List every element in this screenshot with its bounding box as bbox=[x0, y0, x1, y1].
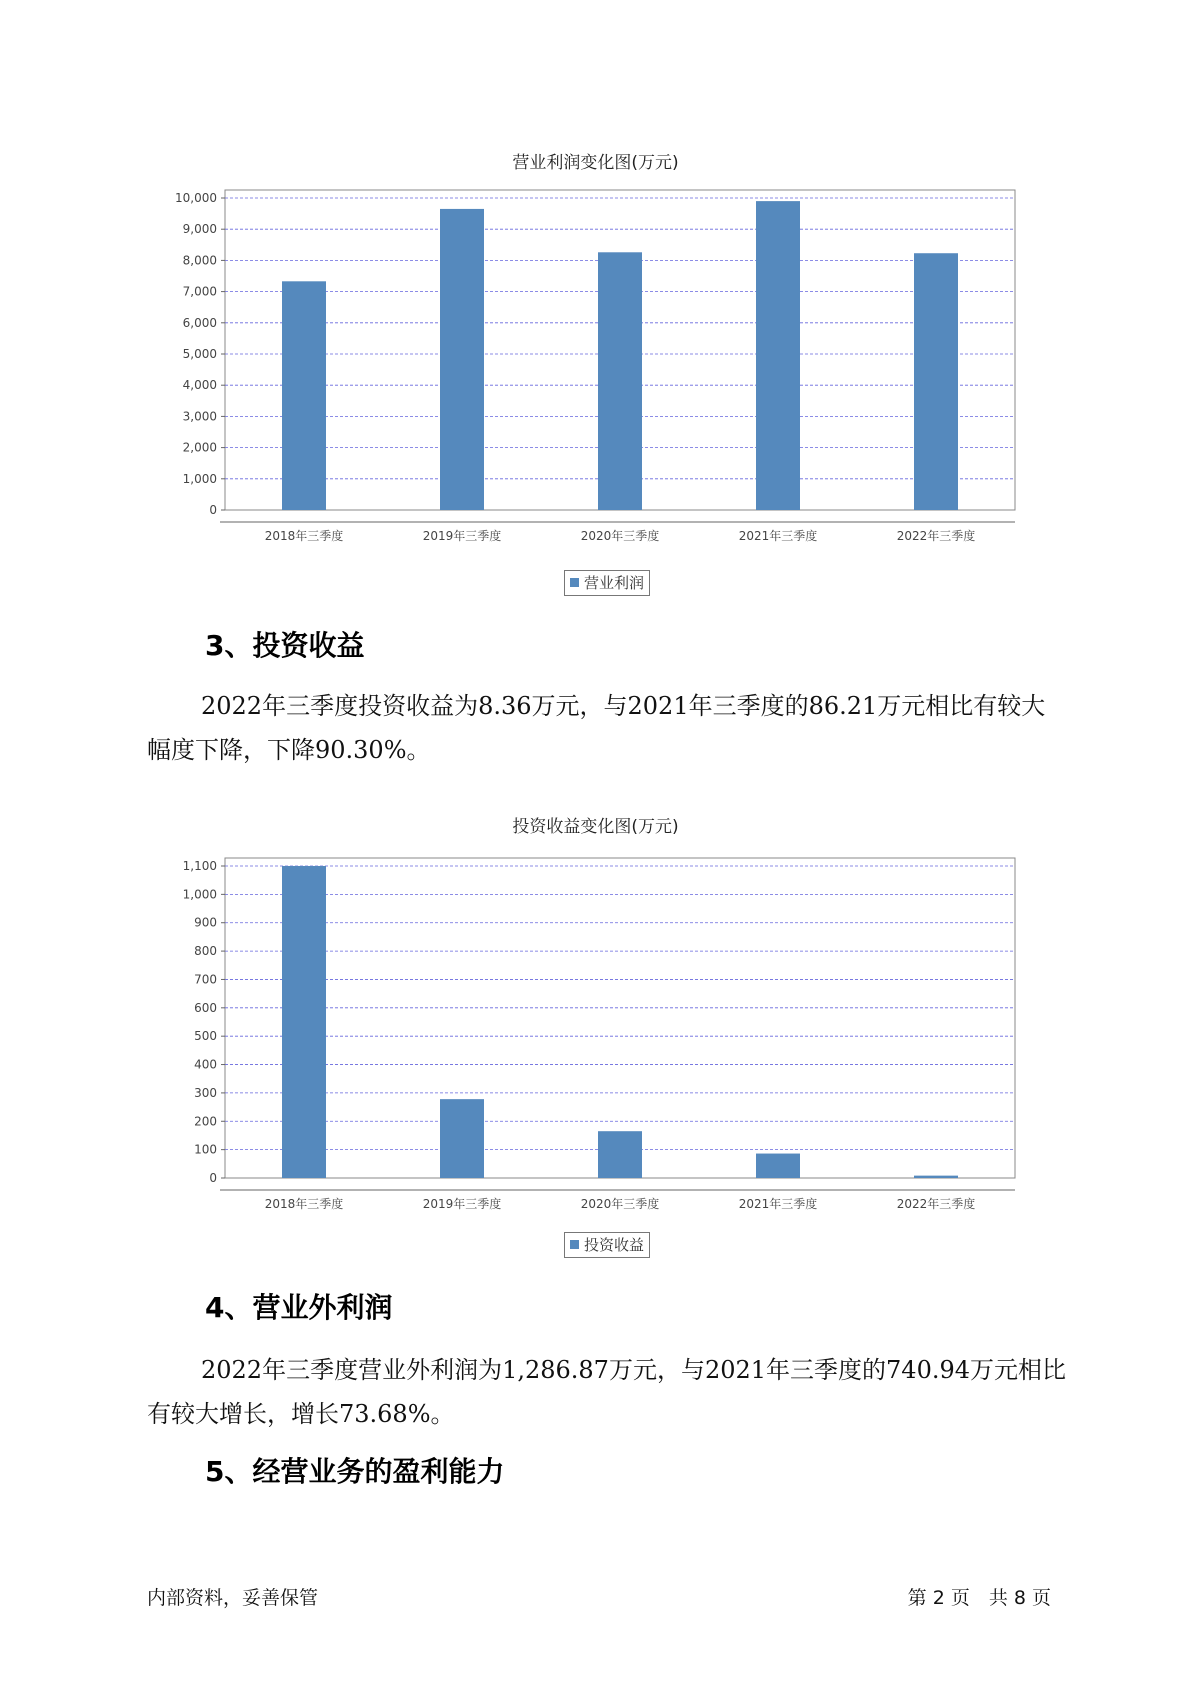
bar bbox=[598, 1131, 642, 1178]
y-tick-label: 1,000 bbox=[182, 887, 217, 902]
chart2-investment-income bbox=[150, 848, 1050, 1218]
y-tick-label: 1,000 bbox=[182, 471, 217, 486]
y-tick-label: 5,000 bbox=[182, 347, 217, 361]
y-tick-label: 0 bbox=[209, 1171, 217, 1185]
bar bbox=[914, 1176, 958, 1178]
bar bbox=[756, 1154, 800, 1178]
x-tick-label: 2021年三季度 bbox=[738, 529, 818, 543]
section-4-text: 2022年三季度营业外利润为1,286.87万元，与2021年三季度的740.94万元相比有较大增长，增长73.68%。 bbox=[147, 1356, 1067, 1428]
page-number: 第 2 页 共 8 页 bbox=[907, 1587, 1051, 1609]
y-tick-label: 400 bbox=[194, 1057, 217, 1072]
bar bbox=[914, 253, 958, 510]
x-tick-label: 2020年三季度 bbox=[580, 529, 660, 543]
x-tick-label: 2018年三季度 bbox=[264, 529, 344, 543]
y-tick-label: 4,000 bbox=[182, 378, 217, 393]
y-tick-label: 600 bbox=[194, 1000, 217, 1015]
x-tick-label: 2022年三季度 bbox=[896, 529, 976, 543]
y-tick-label: 2,000 bbox=[182, 440, 217, 455]
section-5-heading: 5、经营业务的盈利能力 bbox=[205, 1455, 505, 1488]
plot-area bbox=[225, 858, 1015, 1178]
chart2-legend bbox=[564, 1232, 650, 1258]
bar bbox=[598, 252, 642, 510]
chart2-legend-swatch bbox=[570, 1240, 579, 1249]
y-tick-label: 300 bbox=[194, 1085, 217, 1100]
y-tick-label: 800 bbox=[194, 944, 217, 959]
chart1-legend bbox=[564, 570, 650, 596]
section-3-paragraph bbox=[147, 684, 1067, 772]
section-3-text: 2022年三季度投资收益为8.36万元，与2021年三季度的86.21万元相比有较大幅度下降，下降90.30%。 bbox=[147, 692, 1046, 764]
chart1-legend-swatch bbox=[570, 578, 579, 587]
y-tick-label: 900 bbox=[194, 915, 217, 930]
chart1-legend-label: 营业利润 bbox=[584, 574, 645, 592]
section-4-paragraph bbox=[147, 1348, 1067, 1436]
x-tick-label: 2020年三季度 bbox=[580, 1197, 660, 1211]
y-tick-label: 700 bbox=[194, 972, 217, 987]
y-tick-label: 500 bbox=[194, 1029, 217, 1044]
y-tick-label: 9,000 bbox=[182, 222, 217, 237]
x-tick-label: 2022年三季度 bbox=[896, 1197, 976, 1211]
y-tick-label: 3,000 bbox=[182, 409, 217, 424]
y-tick-label: 6,000 bbox=[182, 315, 217, 330]
bar bbox=[440, 1099, 484, 1178]
chart2-title: 投资收益变化图(万元) bbox=[512, 817, 679, 837]
bar bbox=[282, 281, 326, 510]
y-tick-label: 8,000 bbox=[182, 253, 217, 268]
x-tick-label: 2019年三季度 bbox=[422, 529, 502, 543]
y-tick-label: 100 bbox=[194, 1142, 217, 1157]
y-tick-label: 200 bbox=[194, 1114, 217, 1129]
bar bbox=[440, 209, 484, 510]
bar bbox=[282, 866, 326, 1178]
section-4-heading: 4、营业外利润 bbox=[205, 1291, 393, 1324]
bar bbox=[756, 201, 800, 510]
x-tick-label: 2018年三季度 bbox=[264, 1197, 344, 1211]
x-tick-label: 2019年三季度 bbox=[422, 1197, 502, 1211]
y-tick-label: 7,000 bbox=[182, 284, 217, 299]
y-tick-label: 0 bbox=[209, 503, 217, 517]
chart1-operating-profit bbox=[150, 180, 1050, 550]
footer-note: 内部资料，妥善保管 bbox=[147, 1587, 319, 1609]
chart1-title: 营业利润变化图(万元) bbox=[512, 153, 679, 173]
chart2-legend-label: 投资收益 bbox=[584, 1236, 645, 1254]
x-tick-label: 2021年三季度 bbox=[738, 1197, 818, 1211]
y-tick-label: 1,100 bbox=[182, 859, 217, 873]
section-3-heading: 3、投资收益 bbox=[205, 629, 365, 662]
y-tick-label: 10,000 bbox=[175, 191, 217, 205]
